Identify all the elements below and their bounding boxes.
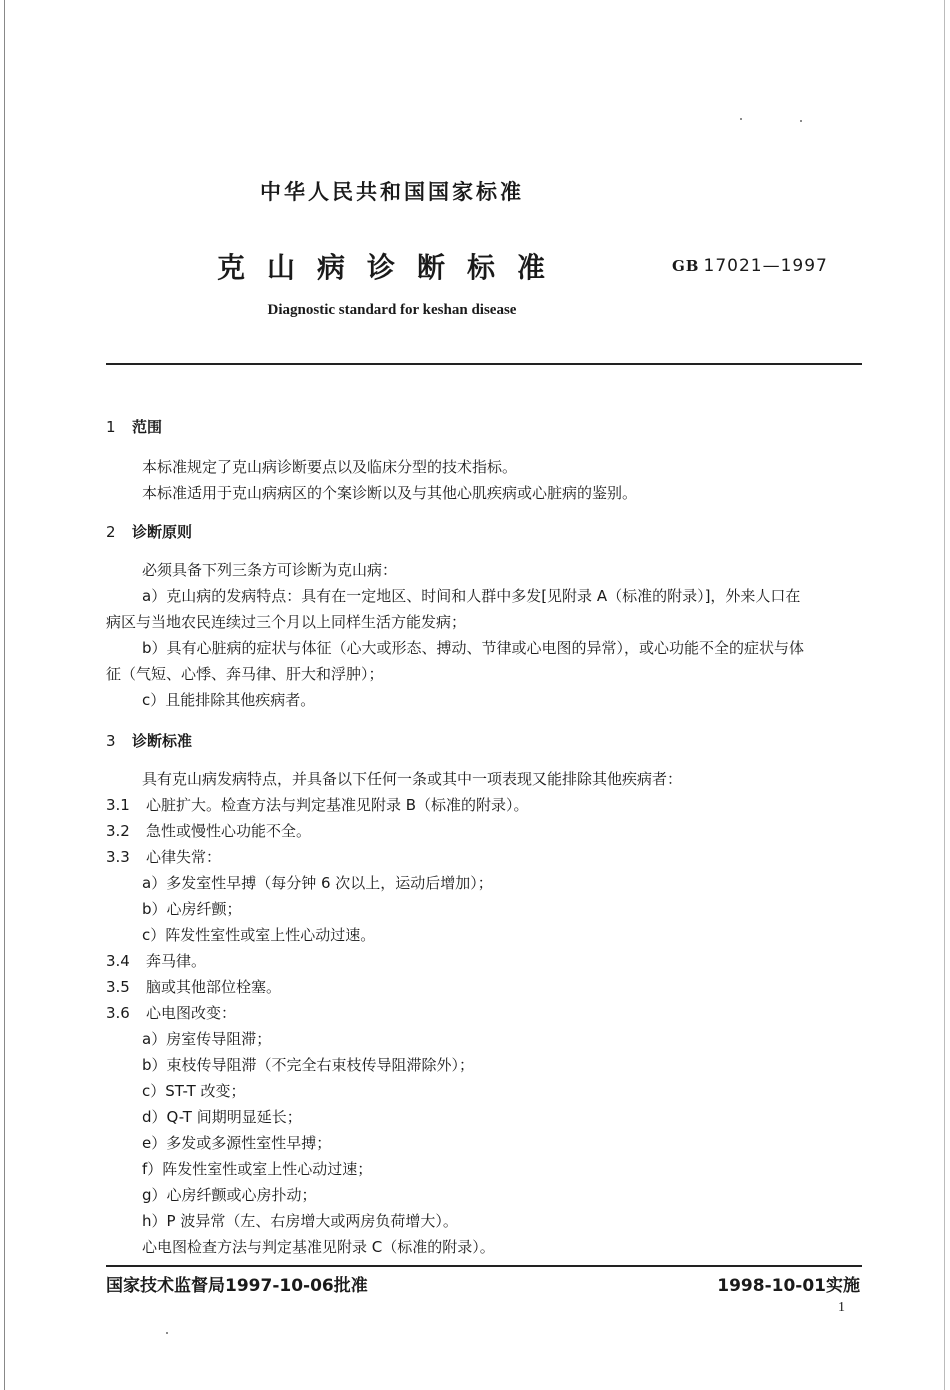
clause-number: 3.4 [106,952,130,970]
list-item: c）阵发性室性或室上性心动过速。 [142,926,376,944]
list-item-continuation: 病区与当地农民连续过三个月以上同样生活方能发病； [106,613,467,631]
section-number: 1 [106,418,116,436]
header-divider [106,363,862,365]
section-title: 诊断标准 [132,732,193,750]
scan-edge-left [4,0,5,1390]
clause-text: 脑或其他部位栓塞。 [146,978,282,996]
list-item: h）P 波异常（左、右房增大或两房负荷增大）。 [142,1212,458,1230]
standard-code-prefix: GB [672,257,700,275]
clause-3-4 [106,950,206,971]
clause-3-3 [106,846,221,867]
section-number: 2 [106,523,116,541]
clause-text: 急性或慢性心功能不全。 [146,822,312,840]
implementation-line: 1998-10-01实施 [717,1276,860,1296]
clause-3-6 [106,1002,236,1023]
english-title: Diagnostic standard for keshan disease [267,302,517,318]
paragraph: 本标准适用于克山病病区的个案诊断以及与其他心肌疾病或心脏病的鉴别。 [142,484,638,502]
clause-3-2 [106,820,311,841]
paragraph: 必须具备下列三条方可诊断为克山病： [142,561,398,579]
clause-text: 心脏扩大。检查方法与判定基准见附录 B（标准的附录）。 [146,796,529,814]
page-number: 1 [838,1300,845,1315]
clause-number: 3.3 [106,848,130,866]
list-item: b）心房纤颤； [142,900,242,918]
clause-text: 心律失常： [146,848,222,866]
scan-speck [800,120,802,122]
clause-3-5 [106,976,281,997]
clause-number: 3.2 [106,822,130,840]
list-item: a）多发室性早搏（每分钟 6 次以上，运动后增加）； [142,874,493,892]
list-item: c）且能排除其他疾病者。 [142,691,316,709]
list-item: b）具有心脏病的症状与体征（心大或形态、搏动、节律或心电图的异常），或心功能不全的症状与体 [142,639,805,657]
list-item: d）Q-T 间期明显延长； [142,1108,302,1126]
nation-standard-heading: 中华人民共和国国家标准 [260,180,524,204]
standard-code [672,256,828,276]
list-item: f）阵发性室性或室上性心动过速； [142,1160,373,1178]
list-item: e）多发或多源性室性早搏； [142,1134,332,1152]
scan-speck [740,118,742,120]
clause-3-1 [106,794,529,815]
clause-number: 3.6 [106,1004,130,1022]
standard-code-number: 17021—1997 [703,256,828,276]
scan-edge-right [944,0,945,1390]
footer-divider [106,1265,862,1267]
scan-speck [166,1332,168,1334]
section-title: 诊断原则 [132,523,193,541]
list-item: a）克山病的发病特点：具有在一定地区、时间和人群中多发[见附录 A（标准的附录）]，外来人口在 [142,587,801,605]
list-item: c）ST-T 改变； [142,1082,246,1100]
section-heading-1 [106,416,162,437]
approval-line: 国家技术监督局1997-10-06批准 [106,1276,368,1296]
section-heading-2 [106,521,192,542]
clause-text: 心电图改变： [146,1004,237,1022]
paragraph: 本标准规定了克山病诊断要点以及临床分型的技术指标。 [142,458,518,476]
section-heading-3 [106,730,192,751]
list-item-continuation: 征（气短、心悸、奔马律、肝大和浮肿）； [106,665,384,683]
list-item: a）房室传导阻滞； [142,1030,272,1048]
section-title: 范围 [132,418,163,436]
list-item: b）束枝传导阻滞（不完全右束枝传导阻滞除外）； [142,1056,475,1074]
section-number: 3 [106,732,116,750]
paragraph: 具有克山病发病特点，并具备以下任何一条或其中一项表现又能排除其他疾病者： [142,770,683,788]
list-item: g）心房纤颤或心房扑动； [142,1186,317,1204]
clause-text: 奔马律。 [146,952,207,970]
page-title: 克山病诊断标准 [216,251,567,284]
clause-number: 3.1 [106,796,130,814]
clause-number: 3.5 [106,978,130,996]
paragraph: 心电图检查方法与判定基准见附录 C（标准的附录）。 [142,1238,495,1256]
